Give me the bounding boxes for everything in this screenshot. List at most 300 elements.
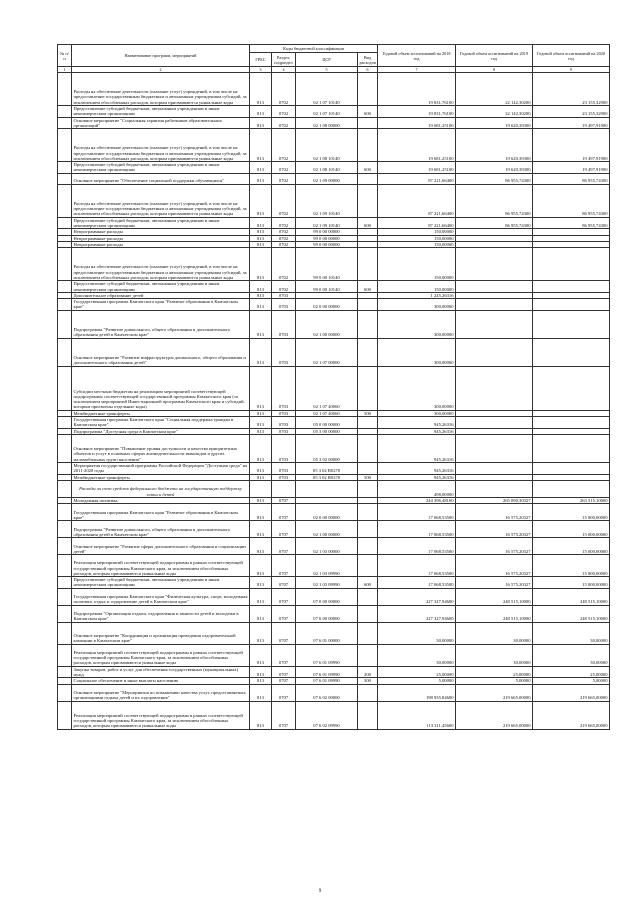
table-row xyxy=(58,678,610,684)
vr-cell: 500 xyxy=(358,474,378,480)
amount-2019-cell: 86 955,74300 xyxy=(456,173,533,184)
amount-2020-cell xyxy=(533,299,610,311)
header-year-2018: Годовой объем ассигнований на 2018 год xyxy=(378,45,456,67)
vr-cell xyxy=(358,248,378,281)
amount-2018-cell: 244 396,48100 xyxy=(378,497,456,503)
amount-2019-cell xyxy=(456,462,533,474)
row-name-cell: Реализация мероприятий соответствующей подпрограммы в рамках соответствующей государственной программы Камчатского края, за исключением обособленных расходов, которым присваиваются уникальные коды xyxy=(72,701,250,729)
row-num-cell xyxy=(58,299,72,311)
amount-2020-cell: 23 155,32900 xyxy=(533,73,610,106)
row-num-cell xyxy=(58,605,72,622)
index-cell: 9 xyxy=(533,67,610,73)
grbs-cell: 813 xyxy=(250,117,272,129)
rz-cell: 0702 xyxy=(272,229,296,235)
rz-cell: 0702 xyxy=(272,235,296,241)
amount-2019-cell: 22 142,30200 xyxy=(456,106,533,118)
table-row xyxy=(58,504,610,521)
amount-2020-cell: 86 955,74300 xyxy=(533,217,610,229)
amount-2018-cell: 150,00000 xyxy=(378,241,456,247)
row-name-cell: Непрограммные расходы xyxy=(72,229,250,235)
table-row xyxy=(58,666,610,678)
vr-cell xyxy=(358,480,378,497)
header-year-2020: Годовой объем ассигнований на 2020 год xyxy=(533,45,610,67)
grbs-cell: 813 xyxy=(250,538,272,555)
row-name-cell: Субсидии местным бюджетам на реализацию мероприятий соответствующей подпрограммы соответствующей государственной программы Камчатского края (за исключением мероприятий Инвестиционной программы Камчатского края и субсидий, которым присвоены отдельные коды) xyxy=(72,366,250,410)
row-num-cell xyxy=(58,117,72,129)
amount-2019-cell xyxy=(456,338,533,366)
amount-2020-cell: 86 955,74300 xyxy=(533,173,610,184)
row-name-cell: Мероприятия государственной программы Российской Федерации "Доступная среда" на 2011-2020 годы xyxy=(72,462,250,474)
row-name-cell: Государственная программа Камчатского края "Развитие образования в Камчатском крае" xyxy=(72,299,250,311)
amount-2018-cell: 945,26316 xyxy=(378,428,456,434)
vr-cell: 600 xyxy=(358,162,378,174)
rz-cell: 0707 xyxy=(272,701,296,729)
amount-2018-cell: 30,00000 xyxy=(378,622,456,644)
row-name-cell: Государственная программа Камчатского края "Физическая культура, спорт, молодежная политика, отдых и оздоровление детей в Камчатском крае" xyxy=(72,588,250,605)
row-num-cell xyxy=(58,701,72,729)
vr-cell xyxy=(358,588,378,605)
csr-cell: 07 6 02 00000 xyxy=(296,684,358,701)
csr-cell: 02 1 00 00000 xyxy=(296,310,358,338)
row-num-cell xyxy=(58,248,72,281)
amount-2020-cell: 19 497,91900 xyxy=(533,129,610,162)
amount-2018-cell: 87 221,66400 xyxy=(378,173,456,184)
row-num-cell xyxy=(58,521,72,538)
rz-cell: 0702 xyxy=(272,281,296,293)
csr-cell: 07 6 01 09990 xyxy=(296,644,358,666)
row-num-cell xyxy=(58,417,72,429)
table-row xyxy=(58,521,610,538)
index-cell: 1 xyxy=(58,67,72,73)
table-row xyxy=(58,644,610,666)
rz-cell: 0707 xyxy=(272,678,296,684)
row-name-cell: Реализация мероприятий соответствующей подпрограммы в рамках соответствующей государственной программы Камчатского края, за исключением обособленных расходов, которым присваиваются уникальные коды xyxy=(72,555,250,577)
csr-cell: 99 0 00 10140 xyxy=(296,281,358,293)
row-num-cell xyxy=(58,366,72,410)
row-name-cell: Государственная программа Камчатского края "Развитие образования в Камчатском крае" xyxy=(72,504,250,521)
grbs-cell: 813 xyxy=(250,106,272,118)
row-name-cell: Основное мероприятие "Развитие сферы дополнительного образования и социализации детей" xyxy=(72,538,250,555)
amount-2018-cell: 945,26316 xyxy=(378,474,456,480)
row-name-cell: Предоставление субсидий бюджетным, автономным учреждениям и иным некоммерческим организациям xyxy=(72,106,250,118)
amount-2020-cell: 15 000,00000 xyxy=(533,538,610,555)
row-name-cell: Реализация мероприятий соответствующей подпрограммы в рамках соответствующей государственной программы Камчатского края, за исключением обособленных расходов, которым присваиваются уникальные коды xyxy=(72,644,250,666)
row-num-cell xyxy=(58,338,72,366)
row-name-cell: Основное мероприятие "Обеспечение социальной поддержки обучающихся" xyxy=(72,173,250,184)
amount-2018-cell: 19 681,25100 xyxy=(378,162,456,174)
csr-cell: 99 0 00 10140 xyxy=(296,248,358,281)
index-cell: 4 xyxy=(272,67,296,73)
table-row xyxy=(58,417,610,429)
amount-2019-cell: 19 620,39300 xyxy=(456,162,533,174)
grbs-cell: 813 xyxy=(250,428,272,434)
rz-cell: 0702 xyxy=(272,184,296,217)
table-row xyxy=(58,173,610,184)
grbs-cell: 813 xyxy=(250,338,272,366)
amount-2018-cell: 19 831,76100 xyxy=(378,106,456,118)
index-cell: 6 xyxy=(358,67,378,73)
amount-2020-cell xyxy=(533,310,610,338)
grbs-cell: 813 xyxy=(250,417,272,429)
amount-2018-cell: 19 831,76100 xyxy=(378,73,456,106)
table-row xyxy=(58,162,610,174)
row-name-cell: Межбюджетные трансферты xyxy=(72,410,250,416)
table-row xyxy=(58,701,610,729)
rz-cell: 0702 xyxy=(272,248,296,281)
index-cell: 3 xyxy=(250,67,272,73)
amount-2018-cell: 30,00000 xyxy=(378,644,456,666)
table-row xyxy=(58,434,610,462)
csr-cell: 07 6 01 00000 xyxy=(296,622,358,644)
csr-cell: 02 1 07 00000 xyxy=(296,338,358,366)
row-name-cell: Подпрограмма "Развитие дошкольного, общего образования и дополнительного образования детей в Камчатском крае" xyxy=(72,310,250,338)
amount-2018-cell: 300,00000 xyxy=(378,366,456,410)
row-name-cell: Подпрограмма "Организация отдыха, оздоровления и занятости детей и молодежи в Камчатском крае" xyxy=(72,605,250,622)
table-row xyxy=(58,129,610,162)
vr-cell xyxy=(358,366,378,410)
table-row xyxy=(58,366,610,410)
header-vr: Вид расходов xyxy=(359,54,376,65)
vr-cell xyxy=(358,555,378,577)
row-name-cell: Подпрограмма "Развитие дошкольного, общего образования и дополнительного образования детей в Камчатском крае" xyxy=(72,521,250,538)
rz-cell: 0702 xyxy=(272,217,296,229)
amount-2020-cell: 86 955,74300 xyxy=(533,184,610,217)
row-num-cell xyxy=(58,666,72,678)
vr-cell xyxy=(358,310,378,338)
vr-cell: 600 xyxy=(358,577,378,589)
page-number: 9 xyxy=(318,889,322,894)
amount-2019-cell: 248 515,10000 xyxy=(456,588,533,605)
amount-2018-cell: 300,00000 xyxy=(378,338,456,366)
vr-cell xyxy=(358,605,378,622)
row-name-cell: Молодежная политика xyxy=(72,497,250,503)
index-cell: 8 xyxy=(456,67,533,73)
row-num-cell xyxy=(58,434,72,462)
csr-cell: 07 6 01 09990 xyxy=(296,678,358,684)
row-name-cell: Расходы на обеспечение деятельности (оказание услуг) учреждений, в том числе на предоставление государственным бюджетным и автономным учреждениям субсидий, за исключением обособленных расходов, которым присваиваются уникальные коды xyxy=(72,248,250,281)
row-name-cell: Предоставление субсидий бюджетным, автономным учреждениям и иным некоммерческим организациям xyxy=(72,281,250,293)
grbs-cell: 813 xyxy=(250,434,272,462)
rz-cell: 0707 xyxy=(272,577,296,589)
row-num-cell xyxy=(58,555,72,577)
row-num-cell xyxy=(58,129,72,162)
amount-2018-cell: 945,26316 xyxy=(378,417,456,429)
row-num-cell xyxy=(58,462,72,474)
vr-cell: 600 xyxy=(358,106,378,118)
amount-2018-cell: 150,00000 xyxy=(378,229,456,235)
vr-cell xyxy=(358,701,378,729)
amount-2020-cell: 30,00000 xyxy=(533,622,610,644)
row-name-cell: Непрограммные расходы xyxy=(72,241,250,247)
header-num: № п/п xyxy=(58,45,72,67)
amount-2020-cell: 15 000,00000 xyxy=(533,555,610,577)
table-row xyxy=(58,281,610,293)
grbs-cell: 813 xyxy=(250,701,272,729)
rz-cell xyxy=(272,480,296,497)
amount-2020-cell: 19 497,91900 xyxy=(533,117,610,129)
table-row xyxy=(58,217,610,229)
vr-cell xyxy=(358,117,378,129)
amount-2020-cell xyxy=(533,248,610,281)
table-row xyxy=(58,555,610,577)
amount-2020-cell: 25,00000 xyxy=(533,666,610,678)
rz-cell: 0707 xyxy=(272,644,296,666)
table-body xyxy=(58,73,610,730)
rz-cell: 0707 xyxy=(272,684,296,701)
rz-cell: 0703 xyxy=(272,410,296,416)
csr-cell: 99 0 00 00000 xyxy=(296,241,358,247)
grbs-cell: 813 xyxy=(250,644,272,666)
csr-cell: 99 0 00 00000 xyxy=(296,235,358,241)
vr-cell xyxy=(358,338,378,366)
header-codes-group: Коды бюджетной классификации xyxy=(250,45,378,53)
table-row xyxy=(58,310,610,338)
row-name-cell: Основное мероприятие "Мероприятия по повышению качества услуг, предоставляемых организациями отдыха детей и их оздоровления" xyxy=(72,684,250,701)
index-cell: 7 xyxy=(378,67,456,73)
amount-2019-cell: 16 575,20327 xyxy=(456,555,533,577)
amount-2019-cell xyxy=(456,299,533,311)
amount-2019-cell: 19 620,39300 xyxy=(456,117,533,129)
csr-cell: 02 0 00 00000 xyxy=(296,504,358,521)
grbs-cell: 813 xyxy=(250,229,272,235)
amount-2018-cell: 5,00000 xyxy=(378,678,456,684)
vr-cell xyxy=(358,521,378,538)
rz-cell: 0707 xyxy=(272,497,296,503)
budget-table xyxy=(57,44,610,730)
row-name-cell: Социальное обеспечение и иные выплаты населению xyxy=(72,678,250,684)
row-num-cell xyxy=(58,106,72,118)
row-num-cell xyxy=(58,310,72,338)
rz-cell: 0707 xyxy=(272,666,296,678)
rz-cell: 0703 xyxy=(272,292,296,298)
grbs-cell: 813 xyxy=(250,184,272,217)
grbs-cell: 813 xyxy=(250,462,272,474)
csr-cell: 02 1 08 10140 xyxy=(296,129,358,162)
amount-2018-cell: 150,00000 xyxy=(378,248,456,281)
amount-2019-cell xyxy=(456,248,533,281)
amount-2018-cell: 150,00000 xyxy=(378,281,456,293)
row-name-cell: Дополнительное образование детей xyxy=(72,292,250,298)
amount-2019-cell: 248 515,10000 xyxy=(456,605,533,622)
amount-2020-cell xyxy=(533,338,610,366)
amount-2020-cell: 248 515,10000 xyxy=(533,605,610,622)
amount-2019-cell: 30,00000 xyxy=(456,622,533,644)
amount-2020-cell xyxy=(533,417,610,429)
amount-2018-cell: 17 068,53500 xyxy=(378,521,456,538)
amount-2018-cell: 227 327,94600 xyxy=(378,588,456,605)
rz-cell: 0707 xyxy=(272,538,296,555)
row-num-cell xyxy=(58,577,72,589)
amount-2018-cell: 150,00000 xyxy=(378,235,456,241)
csr-cell: 02 1 09 10140 xyxy=(296,217,358,229)
table-row xyxy=(58,299,610,311)
amount-2018-cell: 498,00000 xyxy=(378,480,456,497)
amount-2019-cell: 25,00000 xyxy=(456,666,533,678)
amount-2019-cell xyxy=(456,480,533,497)
amount-2020-cell: 15 000,00000 xyxy=(533,521,610,538)
table-row xyxy=(58,338,610,366)
csr-cell: 02 1 07 10140 xyxy=(296,106,358,118)
amount-2018-cell: 945,26316 xyxy=(378,462,456,474)
row-num-cell xyxy=(58,480,72,497)
grbs-cell: 813 xyxy=(250,555,272,577)
grbs-cell: 813 xyxy=(250,588,272,605)
table-row xyxy=(58,106,610,118)
row-name-cell: Расходы за счет средств федерального бюджета на государственную поддержку семьи и детей xyxy=(72,480,250,497)
row-num-cell xyxy=(58,684,72,701)
vr-cell: 300 xyxy=(358,678,378,684)
table-header xyxy=(58,45,610,73)
amount-2018-cell: 87 221,66400 xyxy=(378,184,456,217)
rz-cell: 0703 xyxy=(272,299,296,311)
amount-2020-cell: 219 665,00000 xyxy=(533,684,610,701)
amount-2018-cell: 87 221,66400 xyxy=(378,217,456,229)
grbs-cell: 813 xyxy=(250,281,272,293)
rz-cell: 0702 xyxy=(272,241,296,247)
grbs-cell xyxy=(250,480,272,497)
grbs-cell: 813 xyxy=(250,504,272,521)
csr-cell: 07 6 00 00000 xyxy=(296,605,358,622)
row-name-cell: Основное мероприятие "Развитие инфраструктуры дошкольного, общего образования и дополнительного образования детей" xyxy=(72,338,250,366)
csr-cell: 02 1 09 00000 xyxy=(296,173,358,184)
grbs-cell: 813 xyxy=(250,410,272,416)
csr-cell: 07 6 01 09990 xyxy=(296,666,358,678)
table-row xyxy=(58,117,610,129)
rz-cell: 0703 xyxy=(272,474,296,480)
csr-cell: 02 1 07 40060 xyxy=(296,410,358,416)
row-num-cell xyxy=(58,217,72,229)
vr-cell xyxy=(358,73,378,106)
index-cell: 5 xyxy=(296,67,358,73)
amount-2018-cell: 300,00000 xyxy=(378,410,456,416)
row-name-cell: Основное мероприятие "Социальная гарантия работников образовательных организаций" xyxy=(72,117,250,129)
csr-cell: 05 3 02 R0270 xyxy=(296,474,358,480)
rz-cell: 0703 xyxy=(272,310,296,338)
rz-cell: 0703 xyxy=(272,462,296,474)
table-row xyxy=(58,480,610,497)
grbs-cell: 813 xyxy=(250,678,272,684)
amount-2018-cell: 300,00000 xyxy=(378,310,456,338)
csr-cell xyxy=(296,480,358,497)
row-num-cell xyxy=(58,281,72,293)
csr-cell: 02 1 07 10140 xyxy=(296,73,358,106)
row-num-cell xyxy=(58,622,72,644)
amount-2019-cell xyxy=(456,366,533,410)
amount-2018-cell: 1 245,26316 xyxy=(378,292,456,298)
grbs-cell: 813 xyxy=(250,474,272,480)
amount-2018-cell: 17 068,53500 xyxy=(378,504,456,521)
amount-2018-cell: 198 935,84600 xyxy=(378,684,456,701)
row-name-cell: Расходы на обеспечение деятельности (оказание услуг) учреждений, в том числе на предоставление государственным бюджетным и автономным учреждениям субсидий, за исключением обособленных расходов, которым присваиваются уникальные коды xyxy=(72,73,250,106)
header-year-2019: Годовой объем ассигнований на 2019 год xyxy=(456,45,533,67)
vr-cell xyxy=(358,184,378,217)
grbs-cell: 813 xyxy=(250,684,272,701)
row-name-cell: Основное мероприятие "Повышение уровня доступности и качества приоритетных объектов и услуг в основных сферах жизнедеятельности инвалидов и других маломобильных групп населения" xyxy=(72,434,250,462)
rz-cell: 0707 xyxy=(272,622,296,644)
table-row xyxy=(58,684,610,701)
grbs-cell: 813 xyxy=(250,521,272,538)
amount-2019-cell: 19 620,39300 xyxy=(456,129,533,162)
amount-2019-cell: 22 142,30200 xyxy=(456,73,533,106)
grbs-cell: 813 xyxy=(250,235,272,241)
grbs-cell: 813 xyxy=(250,666,272,678)
vr-cell xyxy=(358,299,378,311)
row-name-cell: Подпрограмма "Доступная среда в Камчатском крае" xyxy=(72,428,250,434)
grbs-cell: 813 xyxy=(250,248,272,281)
csr-cell: 02 1 08 10140 xyxy=(296,162,358,174)
rz-cell: 0707 xyxy=(272,605,296,622)
row-num-cell xyxy=(58,162,72,174)
vr-cell xyxy=(358,434,378,462)
row-name-cell: Закупка товаров, работ и услуг для обеспечения государственных (муниципальных) нужд xyxy=(72,666,250,678)
header-name: Наименование программ, мероприятий xyxy=(72,45,250,67)
amount-2019-cell: 5,00000 xyxy=(456,678,533,684)
vr-cell: 200 xyxy=(358,666,378,678)
table-row xyxy=(58,248,610,281)
amount-2018-cell: 945,26316 xyxy=(378,434,456,462)
amount-2018-cell: 17 068,53500 xyxy=(378,577,456,589)
grbs-cell: 813 xyxy=(250,622,272,644)
csr-cell: 02 1 08 00000 xyxy=(296,117,358,129)
rz-cell: 0702 xyxy=(272,73,296,106)
csr-cell: 05 3 02 00000 xyxy=(296,434,358,462)
row-name-cell: Расходы на обеспечение деятельности (оказание услуг) учреждений, в том числе на предоставление государственным бюджетным и автономным учреждениям субсидий, за исключением обособленных расходов, которым присваиваются уникальные коды xyxy=(72,184,250,217)
row-num-cell xyxy=(58,184,72,217)
amount-2019-cell: 219 665,00000 xyxy=(456,701,533,729)
amount-2020-cell: 263 515,10000 xyxy=(533,497,610,503)
amount-2020-cell xyxy=(533,366,610,410)
amount-2020-cell: 30,00000 xyxy=(533,644,610,666)
amount-2018-cell: 300,00000 xyxy=(378,299,456,311)
row-name-cell: Предоставление субсидий бюджетным, автономным учреждениям и иным некоммерческим организациям xyxy=(72,577,250,589)
rz-cell: 0703 xyxy=(272,366,296,410)
csr-cell: 05 3 02 R0270 xyxy=(296,462,358,474)
vr-cell: 500 xyxy=(358,410,378,416)
amount-2019-cell xyxy=(456,310,533,338)
row-num-cell xyxy=(58,538,72,555)
amount-2020-cell xyxy=(533,281,610,293)
amount-2019-cell: 16 575,20327 xyxy=(456,521,533,538)
amount-2020-cell: 23 155,32900 xyxy=(533,106,610,118)
csr-cell: 07 0 00 00000 xyxy=(296,588,358,605)
row-name-cell: Предоставление субсидий бюджетным, автономным учреждениям и иным некоммерческим организациям xyxy=(72,162,250,174)
csr-cell: 02 1 00 00000 xyxy=(296,521,358,538)
rz-cell: 0707 xyxy=(272,555,296,577)
grbs-cell: 813 xyxy=(250,292,272,298)
vr-cell xyxy=(358,622,378,644)
csr-cell: 02 1 03 00000 xyxy=(296,538,358,555)
amount-2019-cell xyxy=(456,417,533,429)
amount-2020-cell xyxy=(533,434,610,462)
index-cell: 2 xyxy=(72,67,250,73)
rz-cell: 0702 xyxy=(272,106,296,118)
row-num-cell xyxy=(58,504,72,521)
table-row xyxy=(58,184,610,217)
csr-cell: 02 0 00 00000 xyxy=(296,299,358,311)
grbs-cell: 813 xyxy=(250,310,272,338)
rz-cell: 0702 xyxy=(272,173,296,184)
csr-cell: 99 0 00 00000 xyxy=(296,229,358,235)
amount-2019-cell: 16 575,20327 xyxy=(456,577,533,589)
amount-2020-cell: 15 000,00000 xyxy=(533,504,610,521)
amount-2018-cell: 19 681,25100 xyxy=(378,117,456,129)
grbs-cell: 813 xyxy=(250,299,272,311)
vr-cell xyxy=(358,173,378,184)
grbs-cell: 813 xyxy=(250,241,272,247)
header-grbs: ГРБС xyxy=(250,53,272,67)
grbs-cell: 813 xyxy=(250,162,272,174)
grbs-cell: 813 xyxy=(250,605,272,622)
